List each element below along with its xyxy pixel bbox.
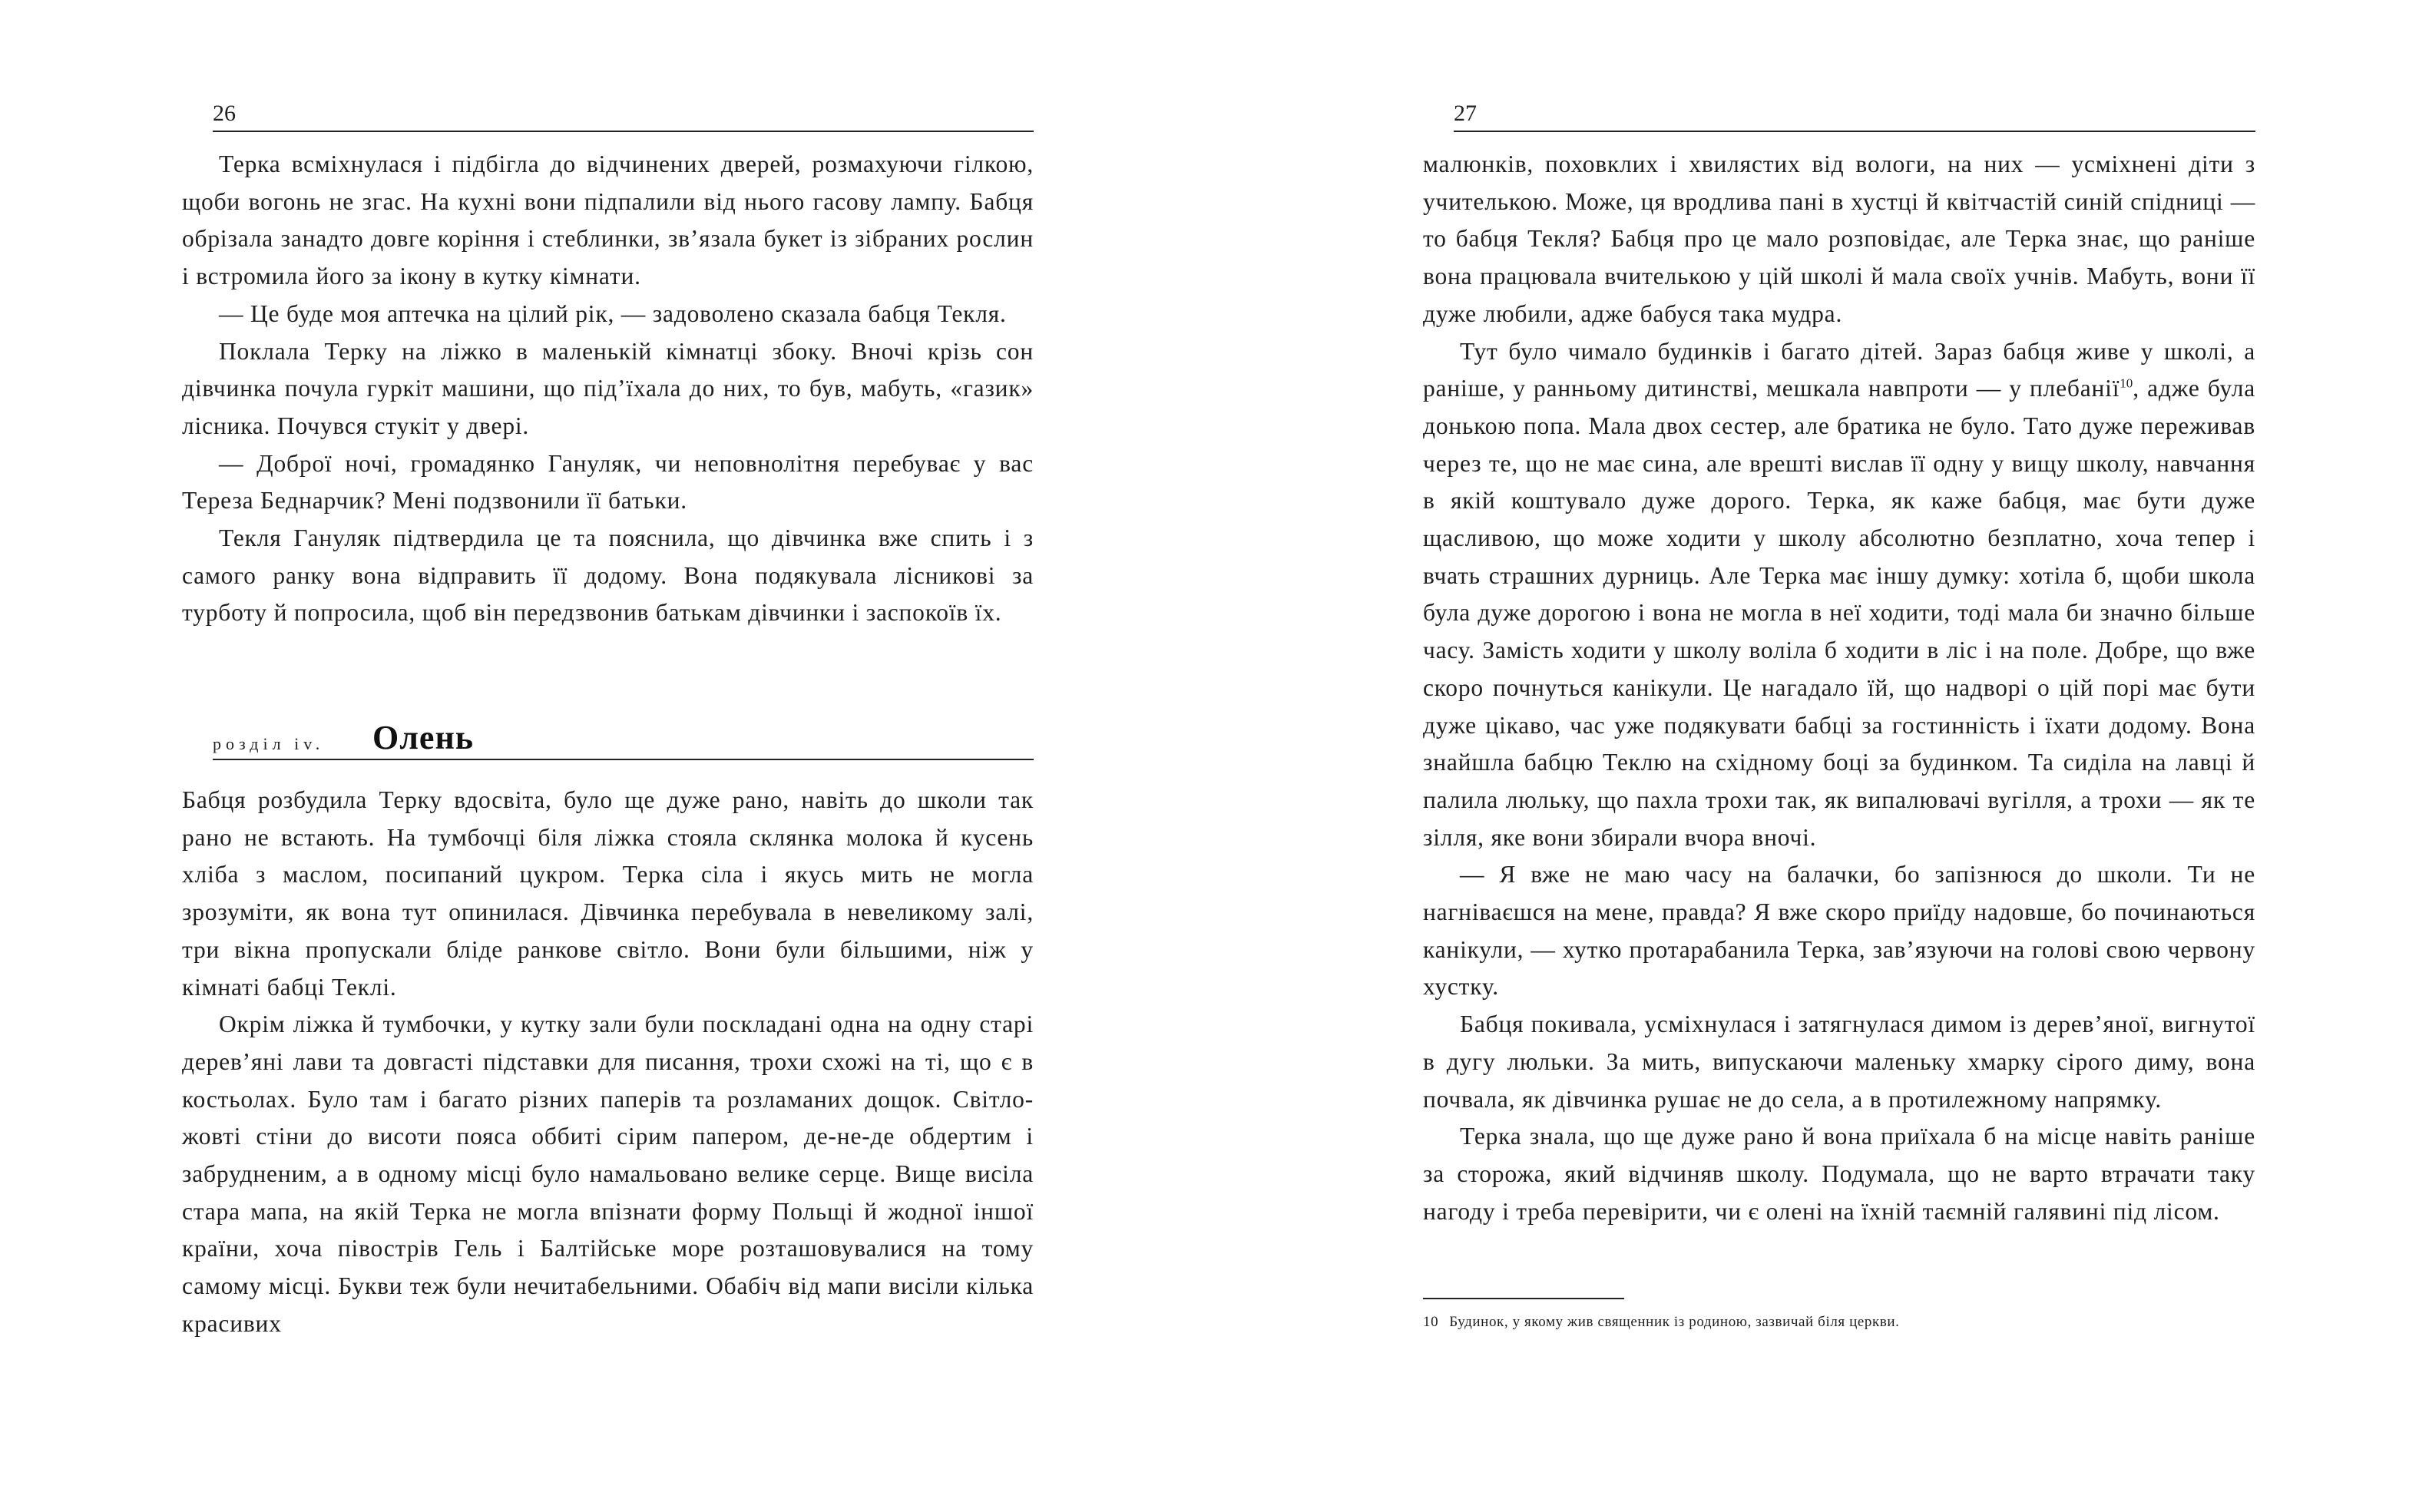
header-rule — [213, 131, 1034, 132]
dialogue-line: — Це буде моя аптечка на цілий рік, — задоволено сказала бабця Текля. — [219, 299, 1007, 327]
paragraph-text: , адже була донькою попа. Мала двох сестер, але братика не було. Тато дуже переживав через те, що не має сина, але врешті вислав її одну у вищу школу, навчання в якій коштувало дуже дорого. Терка, як каже бабця, має бути дуже щасливою, що може ходити у школу абсолютно безплатно, хоча тепер і вчать страшних дурниць. Але Терка має іншу думку: хотіла б, щоби школа була дуже дорогою і вона не могла в неї ходити, тоді мала би значно більше часу. Замість ходити у школу воліла б ходити в ліс і на поле. Добре, що вже скоро почнуться канікули. Це нагадало їй, що надворі о цій порі має бути дуже цікаво, час уже подякувати бабці за гостинність і їхати додому. Вона знайшла бабцю Теклю на східному боці за будинком. Та сиділа на лавці й палила люльку, що пахла трохи так, як випалювачі вугілля, а трохи — як те зілля, яке вони збирали вчора вночі. — [1423, 375, 2256, 851]
page-number: 27 — [1454, 101, 1477, 126]
page-number: 26 — [213, 101, 236, 126]
footnote — [1423, 1312, 2255, 1333]
left-page — [182, 0, 1034, 1512]
paragraph: малюнків, поховклих і хвилястих від вологи, на них — усміхнені діти з учителькою. Може, ця вродлива пані в хустці й квітчастій синій спідниці — то бабця Текля? Бабця про це мало розповідає, але Терка знає, що раніше вона працювала вчителькою у цій школі й мала своїх учнів. Мабуть, вони її дуже любили, адже бабуся така мудра. — [1423, 151, 2255, 327]
text-block — [1423, 146, 2255, 1230]
paragraph-text: Тут було чимало будинків і багато дітей. Зараз бабця живе у школі, а раніше, у ранньому дитинстві, мешкала навпроти — у плебанії — [1423, 337, 2255, 402]
header-rule — [1454, 131, 2255, 132]
footnote-reference[interactable]: 10 — [2120, 376, 2133, 391]
text-block — [182, 782, 1034, 1343]
paragraph: Терка всміхнулася і підбігла до відчинених дверей, розмахуючи гілкою, щоби вогонь не згас. На кухні вони підпалили від нього гасову лампу. Бабця обрізала занадто довге коріння і стеблинки, зв’язала букет із зібраних рослин і встромила його за ікону в кутку кімнати. — [182, 151, 1034, 290]
dialogue-line: — Доброї ночі, громадянко Гануляк, чи неповнолітня перебуває у вас Тереза Беднарчик? Мені подзвонили її батьки. — [182, 449, 1034, 514]
paragraph: Текля Гануляк підтвердила це та пояснила, що дівчинка вже спить і з самого ранку вона відправить її додому. Вона подякувала лісникові за турботу й попросила, щоб він передзвонив батькам дівчинки і заспокоїв їх. — [182, 524, 1034, 627]
paragraph: Терка знала, що ще дуже рано й вона приїхала б на місце навіть раніше за сторожа, який відчиняв школу. Подумала, що не варто втрачати таку нагоду і треба перевірити, чи є олені на їхній таємній галявині під лісом. — [1423, 1123, 2255, 1225]
text-block — [182, 146, 1034, 632]
dialogue-line: — Я вже не маю часу на балачки, бо запізнюся до школи. Ти не нагніваєшся на мене, правда? Я вже скоро приїду надовше, бо починаються канікули, — хутко протарабанила Терка, зав’язуючи на голові свою червону хустку. — [1423, 861, 2255, 1001]
right-page — [1423, 0, 2255, 1512]
chapter-heading — [213, 719, 1034, 760]
footnote-text: Будинок, у якому жив священник із родиною, зазвичай біля церкви. — [1449, 1314, 1900, 1330]
footnote-rule — [1423, 1298, 1624, 1299]
paragraph: Поклала Терку на ліжко в маленькій кімнатці збоку. Вночі крізь сон дівчинка почула гуркіт машини, що під’їхала до них, то був, мабуть, «газик» лісника. Почувся стукіт у двері. — [182, 337, 1034, 439]
paragraph: Бабця покивала, усміхнулася і затягнулася димом із дерев’яної, вигнутої в дугу люльки. За мить, випускаючи маленьку хмарку сірого диму, вона почвала, як дівчинка рушає не до села, а в протилежному напрямку. — [1423, 1011, 2255, 1113]
paragraph: Бабця розбудила Терку вдосвіта, було ще дуже рано, навіть до школи так рано не встають. На тумбочці біля ліжка стояла склянка молока й кусень хліба з маслом, посипаний цукром. Терка сіла і якусь мить не могла зрозуміти, як вона тут опинилася. Дівчинка перебувала в невеликому залі, три вікна пропускали бліде ранкове світло. Вони були більшими, ніж у кімнаті бабці Теклі. — [182, 786, 1034, 1001]
paragraph: Окрім ліжка й тумбочки, у кутку зали були поскладані одна на одну старі дерев’яні лави та довгасті підставки для писання, трохи схожі на ті, що є в костьолах. Було там і багато різних паперів та розламаних дощок. Світло-жовті стіни до висоти пояса оббиті сірим папером, де-не-де обдертим і забрудненим, а в одному місці було намальовано велике серце. Вище висіла стара мапа, на якій Терка не могла впізнати форму Польщі й жодної іншої країни, хоча півострів Гель і Балтійське море розташовувалися на тому самому місці. Букви теж були нечитабельними. Обабіч від мапи висіли кілька красивих — [182, 1011, 1034, 1337]
footnote-number: 10 — [1423, 1314, 1439, 1330]
chapter-label: розділ iv. — [213, 734, 325, 753]
chapter-title: Олень — [372, 719, 475, 756]
paragraph — [1423, 333, 2255, 857]
